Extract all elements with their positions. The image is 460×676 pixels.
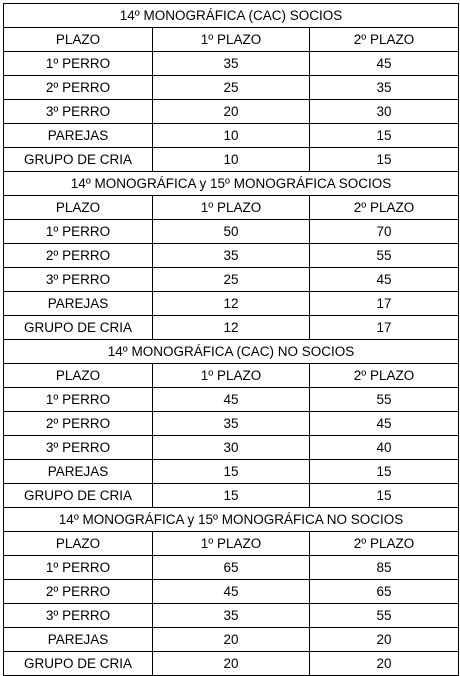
second-term-value: 45: [310, 268, 459, 292]
first-term-value: 20: [153, 652, 310, 676]
table-row: [4, 556, 459, 580]
section-title-row: [4, 508, 459, 532]
first-term-value: 35: [153, 244, 310, 268]
row-label: 3º PERRO: [4, 436, 153, 460]
section-title-row: [4, 340, 459, 364]
fee-table: [3, 3, 459, 676]
header-cell-second-term: 2º PLAZO: [310, 532, 459, 556]
first-term-value: 12: [153, 292, 310, 316]
second-term-value: 20: [310, 652, 459, 676]
header-cell-plazo: PLAZO: [4, 28, 153, 52]
first-term-value: 35: [153, 52, 310, 76]
table-row: [4, 292, 459, 316]
second-term-value: 40: [310, 436, 459, 460]
header-cell-second-term: 2º PLAZO: [310, 364, 459, 388]
header-cell-second-term: 2º PLAZO: [310, 28, 459, 52]
header-cell-first-term: 1º PLAZO: [153, 532, 310, 556]
second-term-value: 35: [310, 76, 459, 100]
row-label: PAREJAS: [4, 292, 153, 316]
first-term-value: 10: [153, 148, 310, 172]
row-label: 2º PERRO: [4, 580, 153, 604]
second-term-value: 45: [310, 412, 459, 436]
second-term-value: 20: [310, 628, 459, 652]
first-term-value: 20: [153, 628, 310, 652]
second-term-value: 15: [310, 124, 459, 148]
table-row: [4, 388, 459, 412]
row-label: 1º PERRO: [4, 556, 153, 580]
row-label: 1º PERRO: [4, 220, 153, 244]
table-row: [4, 124, 459, 148]
second-term-value: 65: [310, 580, 459, 604]
second-term-value: 45: [310, 52, 459, 76]
second-term-value: 55: [310, 388, 459, 412]
second-term-value: 55: [310, 604, 459, 628]
row-label: 3º PERRO: [4, 604, 153, 628]
row-label: GRUPO DE CRIA: [4, 484, 153, 508]
first-term-value: 45: [153, 580, 310, 604]
first-term-value: 35: [153, 412, 310, 436]
first-term-value: 25: [153, 76, 310, 100]
row-label: 2º PERRO: [4, 244, 153, 268]
second-term-value: 15: [310, 460, 459, 484]
second-term-value: 17: [310, 292, 459, 316]
row-label: 1º PERRO: [4, 52, 153, 76]
row-label: GRUPO DE CRIA: [4, 652, 153, 676]
header-cell-plazo: PLAZO: [4, 532, 153, 556]
table-row: [4, 316, 459, 340]
first-term-value: 20: [153, 100, 310, 124]
row-label: GRUPO DE CRIA: [4, 148, 153, 172]
table-row: [4, 652, 459, 676]
section-title-row: [4, 172, 459, 196]
row-label: PAREJAS: [4, 124, 153, 148]
second-term-value: 55: [310, 244, 459, 268]
table-row: [4, 628, 459, 652]
table-row: [4, 268, 459, 292]
row-label: 2º PERRO: [4, 76, 153, 100]
row-label: 3º PERRO: [4, 268, 153, 292]
row-label: 3º PERRO: [4, 100, 153, 124]
fee-table-body: [4, 4, 459, 676]
first-term-value: 25: [153, 268, 310, 292]
first-term-value: 30: [153, 436, 310, 460]
table-row: [4, 604, 459, 628]
first-term-value: 10: [153, 124, 310, 148]
second-term-value: 17: [310, 316, 459, 340]
table-row: [4, 220, 459, 244]
header-cell-plazo: PLAZO: [4, 196, 153, 220]
table-row: [4, 100, 459, 124]
row-label: PAREJAS: [4, 628, 153, 652]
row-label: 1º PERRO: [4, 388, 153, 412]
second-term-value: 30: [310, 100, 459, 124]
table-row: [4, 412, 459, 436]
header-cell-plazo: PLAZO: [4, 364, 153, 388]
section-title: 14º MONOGRÁFICA y 15º MONOGRÁFICA SOCIOS: [4, 172, 459, 196]
row-label: 2º PERRO: [4, 412, 153, 436]
first-term-value: 12: [153, 316, 310, 340]
section-title: 14º MONOGRÁFICA (CAC) SOCIOS: [4, 4, 459, 28]
first-term-value: 15: [153, 484, 310, 508]
first-term-value: 65: [153, 556, 310, 580]
table-row: [4, 580, 459, 604]
second-term-value: 15: [310, 484, 459, 508]
section-title: 14º MONOGRÁFICA y 15º MONOGRÁFICA NO SOCIOS: [4, 508, 459, 532]
table-row: [4, 436, 459, 460]
table-row: [4, 460, 459, 484]
first-term-value: 50: [153, 220, 310, 244]
table-row: [4, 52, 459, 76]
table-row: [4, 148, 459, 172]
second-term-value: 70: [310, 220, 459, 244]
first-term-value: 15: [153, 460, 310, 484]
header-cell-second-term: 2º PLAZO: [310, 196, 459, 220]
first-term-value: 45: [153, 388, 310, 412]
table-row: [4, 244, 459, 268]
table-row: [4, 484, 459, 508]
second-term-value: 85: [310, 556, 459, 580]
row-label: GRUPO DE CRIA: [4, 316, 153, 340]
section-title: 14º MONOGRÁFICA (CAC) NO SOCIOS: [4, 340, 459, 364]
section-title-row: [4, 4, 459, 28]
second-term-value: 15: [310, 148, 459, 172]
table-row: [4, 76, 459, 100]
header-row: [4, 532, 459, 556]
header-row: [4, 196, 459, 220]
first-term-value: 35: [153, 604, 310, 628]
header-cell-first-term: 1º PLAZO: [153, 364, 310, 388]
row-label: PAREJAS: [4, 460, 153, 484]
header-cell-first-term: 1º PLAZO: [153, 28, 310, 52]
header-cell-first-term: 1º PLAZO: [153, 196, 310, 220]
header-row: [4, 28, 459, 52]
header-row: [4, 364, 459, 388]
